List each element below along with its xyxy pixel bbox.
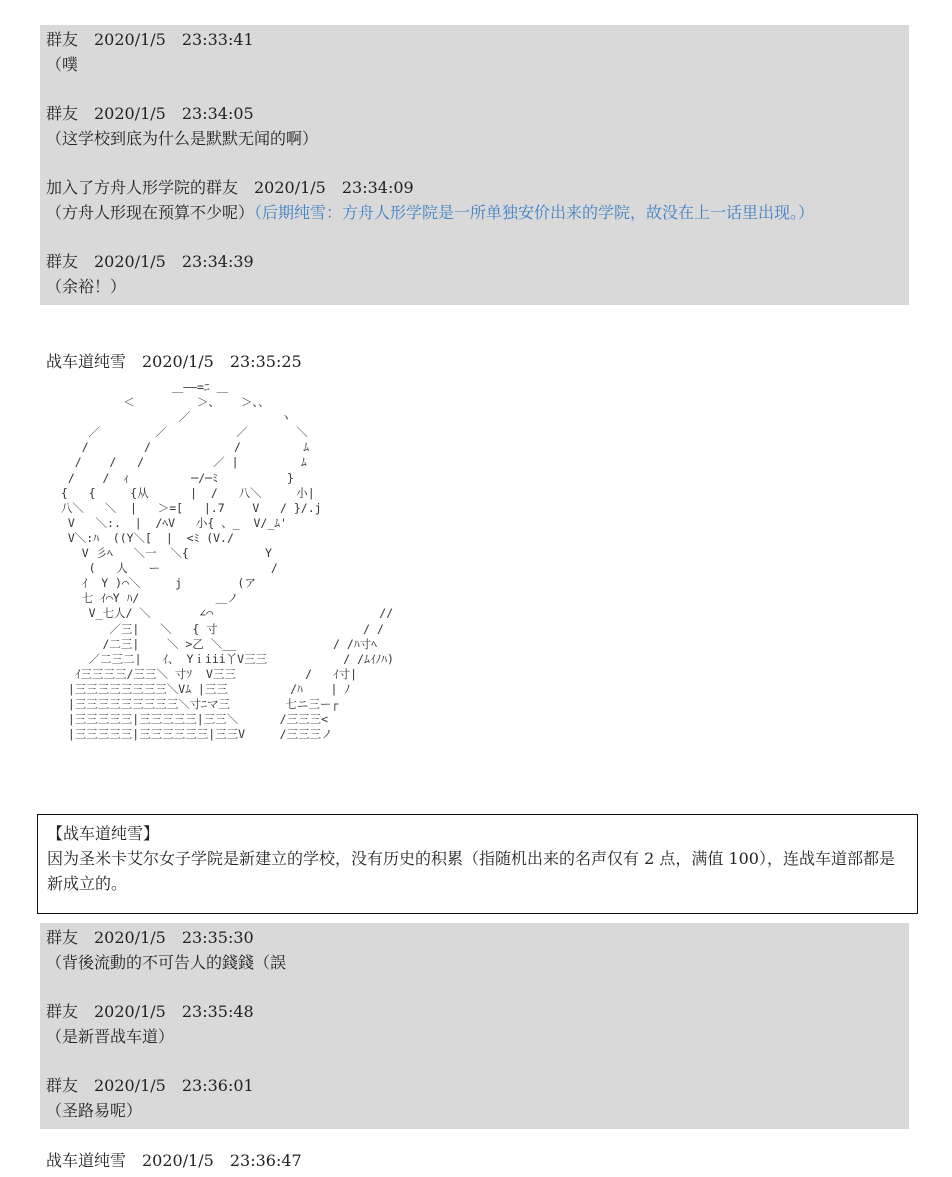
narration-title: 【战车道纯雪】 xyxy=(47,824,160,843)
chat-message xyxy=(46,101,903,151)
message-header: 群友 2020/1/5 23:35:30 xyxy=(46,928,254,947)
message-text: （噗 xyxy=(46,55,79,74)
message-text: （背後流動的不可告人的錢錢（誤 xyxy=(46,953,287,972)
message-text: （这学校到底为什么是默默无闻的啊） xyxy=(46,129,319,148)
narration-box xyxy=(37,814,918,914)
chat-block-2 xyxy=(40,923,909,1129)
message-header: 群友 2020/1/5 23:36:01 xyxy=(46,1076,254,1095)
message-text: （圣路易呢） xyxy=(46,1101,143,1120)
chat-message xyxy=(46,1073,903,1123)
chat-message xyxy=(46,27,903,77)
chat-block-1 xyxy=(40,25,909,305)
chat-message xyxy=(46,999,903,1049)
post-header: 战车道纯雪 2020/1/5 23:36:47 xyxy=(46,1151,302,1170)
message-header: 群友 2020/1/5 23:33:41 xyxy=(46,30,254,49)
message-header: 加入了方舟人形学院的群友 2020/1/5 23:34:09 xyxy=(46,178,414,197)
message-text: （是新晋战车道） xyxy=(46,1027,175,1046)
message-text-with-note xyxy=(46,200,903,225)
author-note: （后期纯雪：方舟人形学院是一所单独安价出来的学院，故没在上一话里出现。） xyxy=(254,203,815,222)
message-header: 群友 2020/1/5 23:35:48 xyxy=(46,1002,254,1021)
message-text: （方舟人形现在预算不少呢） xyxy=(46,203,255,222)
post-header: 战车道纯雪 2020/1/5 23:35:25 xyxy=(46,352,302,371)
chat-message xyxy=(46,249,903,299)
chat-message xyxy=(46,175,903,225)
narration-text: 因为圣米卡艾尔女子学院是新建立的学校，没有历史的积累（指随机出来的名声仅有 2 点，满值 100），连战车道部都是新成立的。 xyxy=(47,849,895,893)
message-header: 群友 2020/1/5 23:34:05 xyxy=(46,104,254,123)
message-text: （余裕！） xyxy=(46,277,127,296)
chat-message xyxy=(46,925,903,975)
ascii-art: ＿——=ﾆ ＿ ＜ ＞、 ＞、、 ／ ヽ ／ ／ ／ ＼ / / / ﾑ / / / ／ | ﾑ / / ｨ ─/─ﾐ } { { {从 | / 八＼ 小| 八＼ ＼ | ＞=[ |.7 V / }/.j V ＼:. | /ﾍV 小{ 、_ V/_ﾑ' V＼:ﾊ ((Y＼[ | <ﾐ (V./ V 彡ﾍ ＼一 ＼{ Y ( 人 ー / ｲ Y )⌒＼ j (ア 七 ｲ⌒Y ﾊ/ ＿ノ V_七人/ ＼ ∠⌒ // ／三| ＼ { 寸 / / /二三| ＼ >乙 ＼__ / /ﾊ寸ﾍ ／二三二| ｲ、 Yｉiii丫V三三 / /ﾑｲﾉﾊ) ｲ三三三三/三三＼ 寸ｿ V三三 / ｲ寸| |三三三三三三三三＼Vﾑ |三三 /ﾊ | ﾉ |三三三三三三三三三＼寸ﾆマ三 七ニ三ー┌ |三三三三三|三三三三三|三三＼ /三三三< |三三三三三|三三三三三三|三三V /三三三ノ xyxy=(60,380,394,742)
message-header: 群友 2020/1/5 23:34:39 xyxy=(46,252,254,271)
